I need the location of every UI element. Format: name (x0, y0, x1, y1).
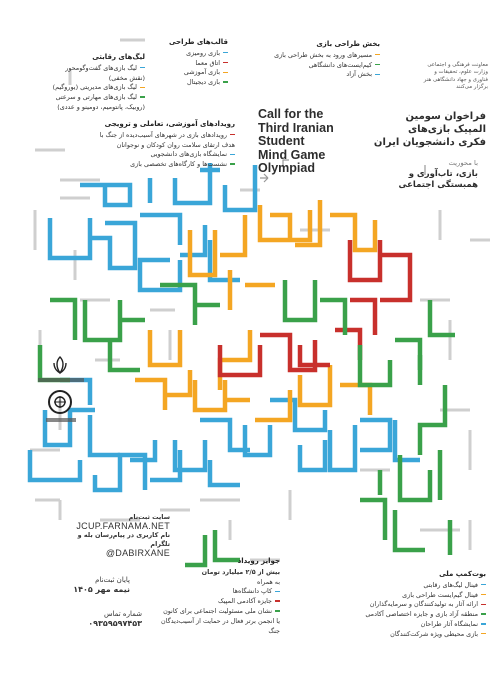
list-item: لیگ بازی‌های گفت‌وگومحور (25, 64, 145, 74)
organizers-line: معاونت فرهنگی و اجتماعی (427, 62, 488, 68)
registration-site-link[interactable]: JCUP.FARNAMA.NET (76, 521, 170, 531)
list-item: نشان ملی مسئولیت اجتماعی برای کانون (130, 607, 280, 617)
list-item: لیگ بازی‌های مهارتی و سرعتی (25, 93, 145, 103)
prizes-with: به همراه (257, 577, 280, 586)
registration (40, 513, 170, 558)
contact-label: شماره تماس (104, 610, 142, 618)
prizes-title: جوایز رویداد (237, 557, 280, 565)
list-item: (نقش مخفی) (108, 73, 145, 82)
title-en-line: Olympiad (258, 161, 315, 175)
leagues-section (25, 53, 145, 113)
ministry-caption (38, 378, 84, 382)
site-label: سایت ثبت‌نام (128, 513, 170, 521)
title-en-line: Call for the (258, 107, 324, 121)
prizes-amount: بیش از ۲/۵ میلیارد تومان (201, 567, 280, 576)
theme-line: بازی، تاب‌آوری و (408, 169, 478, 179)
list-item: بازی محیطی ویژه شرکت‌کنندگان (331, 630, 486, 640)
title-fa-line: فکری دانشجویان ایران (373, 137, 486, 148)
organizers-line: برگزار می‌کنند (456, 84, 488, 91)
jihad-caption (46, 418, 76, 422)
list-item: بازی رومیزی (153, 49, 228, 59)
channel-handle-link[interactable]: @DABIRXANE (105, 548, 170, 558)
title-en-line: Third Iranian (258, 120, 334, 135)
deadline-date: نیمه مهر ۱۴۰۵ (73, 585, 130, 594)
list-item: مسیرهای ورود به بخش طراحی بازی (240, 51, 380, 61)
list-item: کیم‌ایست‌های دانشگاهی (240, 61, 380, 71)
leagues-title: لیگ‌های رقابتی (92, 53, 145, 61)
organizers (398, 62, 488, 92)
channel-label-2: تلگرام (150, 540, 170, 548)
design-section-title: بخش طراحی بازی (316, 40, 380, 48)
channel-label: نام کاربری در پیام‌رسان بله و (77, 531, 170, 539)
list-item: منطقه آزاد بازی و جایزه اختصاصی آکادمی (331, 610, 486, 620)
list-item: هدف ارتقای سلامت روان کودکان و نوجوانان (116, 140, 235, 149)
title-en-line: Student (258, 134, 305, 148)
list-item: جایزه آکادمی المپیک (130, 597, 280, 607)
list-item: نمایشگاه بازی‌های دانشجویی (35, 150, 235, 160)
title-fa (351, 110, 486, 149)
design-section (240, 40, 380, 80)
formats-section (153, 38, 228, 88)
organizers-line: فناوری و جهاد دانشگاهی هنر (423, 76, 488, 83)
theme-heading: با محوریت (448, 159, 478, 167)
prizes-section (130, 557, 280, 636)
list-item: اتاق معما (153, 59, 228, 69)
theme (358, 158, 478, 191)
list-item: نمایشگاه آثار طراحان (331, 620, 486, 630)
list-item: بازی دیجیتال (153, 78, 228, 88)
title-fa-line: المپیک بازی‌های (407, 124, 486, 135)
list-item: بخش آزاد (240, 70, 380, 80)
ministry-emblem-icon (50, 355, 70, 375)
list-item: یا انجمن برتر فعال در حمایت از آسیب‌دیدگان (161, 616, 280, 625)
title-en-line: Mind Game (258, 147, 326, 162)
list-item: رویدادهای بازی در شهرهای آسیب‌دیده از جنگ با (35, 131, 235, 141)
deadline-label: پایان ثبت‌نام (95, 576, 130, 584)
bootcamp-title: بوت‌کمپ ملی (439, 570, 486, 578)
title-fa-line: فراخوان سومین (405, 111, 486, 122)
list-item: فینال گیم‌ایست طراحی بازی (331, 591, 486, 601)
list-item: فینال لیگ‌های رقابتی (331, 581, 486, 591)
formats-title: قالب‌های طراحی (168, 38, 228, 46)
bootcamp-section (331, 570, 486, 640)
events-section (35, 120, 235, 170)
list-item: (روبیک، پانتومیم، دومینو و عددی) (57, 102, 145, 111)
list-item: کاپ دانشگاه‌ها (130, 587, 280, 597)
list-item: ارائه آثار به تولیدکنندگان و سرمایه‌گذاران (331, 600, 486, 610)
list-item: بازی آموزشی (153, 68, 228, 78)
organizers-line: وزارت علوم، تحقیقات و (434, 69, 488, 76)
list-item: لیگ بازی‌های مدیریتی (یوروگیم) (25, 83, 145, 93)
list-item: جنگ (268, 626, 280, 635)
deadline (60, 576, 130, 594)
theme-line: همبستگی اجتماعی (398, 180, 478, 190)
events-title: رویدادهای آموزشی، تعاملی و ترویجی (104, 120, 235, 128)
title-en (258, 108, 348, 176)
jihad-daneshgahi-icon (48, 390, 72, 414)
contact-phone[interactable]: ۰۹۳۵۹۵۹۷۴۵۳ (88, 619, 142, 628)
list-item: نشست‌ها و کارگاه‌های تخصصی بازی (35, 160, 235, 170)
